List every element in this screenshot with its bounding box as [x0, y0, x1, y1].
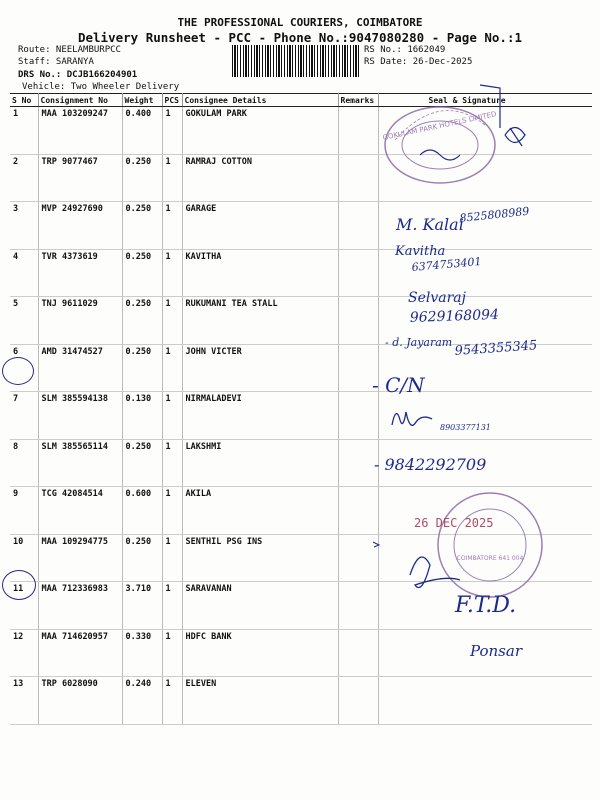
row-weight: 0.400 [122, 107, 162, 155]
row-sno: 6 [10, 344, 38, 392]
row-8-signature [392, 412, 432, 425]
row-sno: 3 [10, 202, 38, 250]
col-pcs: PCS [162, 94, 182, 107]
row-consignment-no: AMD 31474527 [38, 344, 122, 392]
row-sno: 13 [10, 677, 38, 725]
row-weight: 0.250 [122, 249, 162, 297]
row-consignment-no: TNJ 9611029 [38, 297, 122, 345]
row-weight: 0.330 [122, 629, 162, 677]
rs-date: RS Date: 26-Dec-2025 [364, 57, 473, 67]
date-stamp: 26 DEC 2025 [414, 516, 494, 530]
row-consignment-no: TCG 42084514 [38, 487, 122, 535]
row-consignment-no: TRP 9077467 [38, 154, 122, 202]
hotel-seal-stamp [382, 107, 497, 183]
row-weight: 0.130 [122, 392, 162, 440]
row-pcs: 1 [162, 582, 182, 630]
row-pcs: 1 [162, 202, 182, 250]
row-consignment-no: MAA 109294775 [38, 534, 122, 582]
row-consignment-no: TRP 6028090 [38, 677, 122, 725]
row-consignee: SENTHIL PSG INS [182, 534, 338, 582]
row-consignment-no: MVP 24927690 [38, 202, 122, 250]
rs-number: RS No.: 1662049 [364, 45, 446, 55]
row-sno: 4 [10, 249, 38, 297]
row-pcs: 1 [162, 392, 182, 440]
row-consignee: AKILA [182, 487, 338, 535]
row-pcs: 1 [162, 677, 182, 725]
row-weight: 0.240 [122, 677, 162, 725]
row-5-phone: 9629168094 [409, 306, 500, 326]
psg-round-stamp [438, 493, 542, 597]
row-5-receiver-name: Selvaraj [408, 290, 466, 306]
row-consignee: GOKULAM PARK [182, 107, 338, 155]
row-consignment-no: TVR 4373619 [38, 249, 122, 297]
row-pcs: 1 [162, 154, 182, 202]
row-pcs: 1 [162, 249, 182, 297]
row-consignee: NIRMALADEVI [182, 392, 338, 440]
row-13-signature: Ponsar [470, 642, 522, 660]
row-pcs: 1 [162, 107, 182, 155]
row-pcs: 1 [162, 297, 182, 345]
row-consignee: LAKSHMI [182, 439, 338, 487]
row-weight: 0.250 [122, 344, 162, 392]
row-consignee: ELEVEN [182, 677, 338, 725]
row-weight: 0.250 [122, 202, 162, 250]
drs-number: DRS No.: DCJB166204901 [18, 70, 138, 80]
row-sno: 10 [10, 534, 38, 582]
col-seal: Seal & Signature [378, 94, 592, 107]
row-sno: 7 [10, 392, 38, 440]
row-weight: 0.250 [122, 154, 162, 202]
row-7-note: - C/N [372, 373, 425, 397]
row-3-phone: 8525808989 [458, 204, 530, 225]
row-consignee: HDFC BANK [182, 629, 338, 677]
row-weight: 0.250 [122, 439, 162, 487]
col-consignee: Consignee Details [182, 94, 338, 107]
row-sno: 9 [10, 487, 38, 535]
row-consignee: GARAGE [182, 202, 338, 250]
row-consignment-no: SLM 385594138 [38, 392, 122, 440]
row-consignee: RUKUMANI TEA STALL [182, 297, 338, 345]
row-consignment-no: MAA 103209247 [38, 107, 122, 155]
row-9-phone: - 9842292709 [374, 455, 487, 474]
row-6-receiver-name: - d. Jayaram [385, 336, 453, 349]
row-sno: 1 [10, 107, 38, 155]
row-pcs: 1 [162, 439, 182, 487]
row-consignment-no: SLM 385565114 [38, 439, 122, 487]
row-pcs: 1 [162, 534, 182, 582]
hotel-seal-text: GOKULAM PARK HOTELS LIMITED [382, 110, 498, 143]
row-consignment-no: MAA 712336983 [38, 582, 122, 630]
col-consignment: Consignment No [38, 94, 122, 107]
row-consignment-no: MAA 714620957 [38, 629, 122, 677]
row-sno: 11 [10, 582, 38, 630]
row-consignee: SARAVANAN [182, 582, 338, 630]
company-title: THE PROFESSIONAL COURIERS, COIMBATORE [177, 16, 423, 29]
row-4-receiver-name: Kavitha [395, 244, 446, 259]
vehicle-label: Vehicle: Two Wheeler Delivery [22, 82, 180, 92]
col-sno: S No [10, 94, 38, 107]
row-pcs: 1 [162, 629, 182, 677]
row-weight: 0.250 [122, 534, 162, 582]
row-sno: 12 [10, 629, 38, 677]
row-sno: 8 [10, 439, 38, 487]
row-consignee: RAMRAJ COTTON [182, 154, 338, 202]
row-11-signature [410, 557, 460, 588]
row-3-receiver-name: M. Kalai [396, 215, 464, 234]
psg-stamp-text: COIMBATORE 641 004 [456, 555, 524, 562]
staff-label: Staff: SARANYA [18, 57, 94, 67]
runsheet-title: Delivery Runsheet - PCC - Phone No.:9047080280 - Page No.:1 [77, 30, 522, 45]
row-12-note: F.T.D. [455, 593, 517, 618]
row-sno: 5 [10, 297, 38, 345]
row-weight: 0.600 [122, 487, 162, 535]
row-6-phone: 9543355345 [454, 338, 538, 359]
row-8-phone: 8903377131 [440, 423, 491, 432]
row-pcs: 1 [162, 344, 182, 392]
row-pcs: 1 [162, 487, 182, 535]
col-weight: Weight [122, 94, 162, 107]
row-4-phone: 6374753401 [411, 254, 482, 274]
row-sno: 2 [10, 154, 38, 202]
row-consignee: KAVITHA [182, 249, 338, 297]
row-weight: 0.250 [122, 297, 162, 345]
row-weight: 3.710 [122, 582, 162, 630]
row-consignee: JOHN VICTER [182, 344, 338, 392]
col-remarks: Remarks [338, 94, 378, 107]
route-label: Route: NEELAMBURPCC [18, 45, 121, 55]
